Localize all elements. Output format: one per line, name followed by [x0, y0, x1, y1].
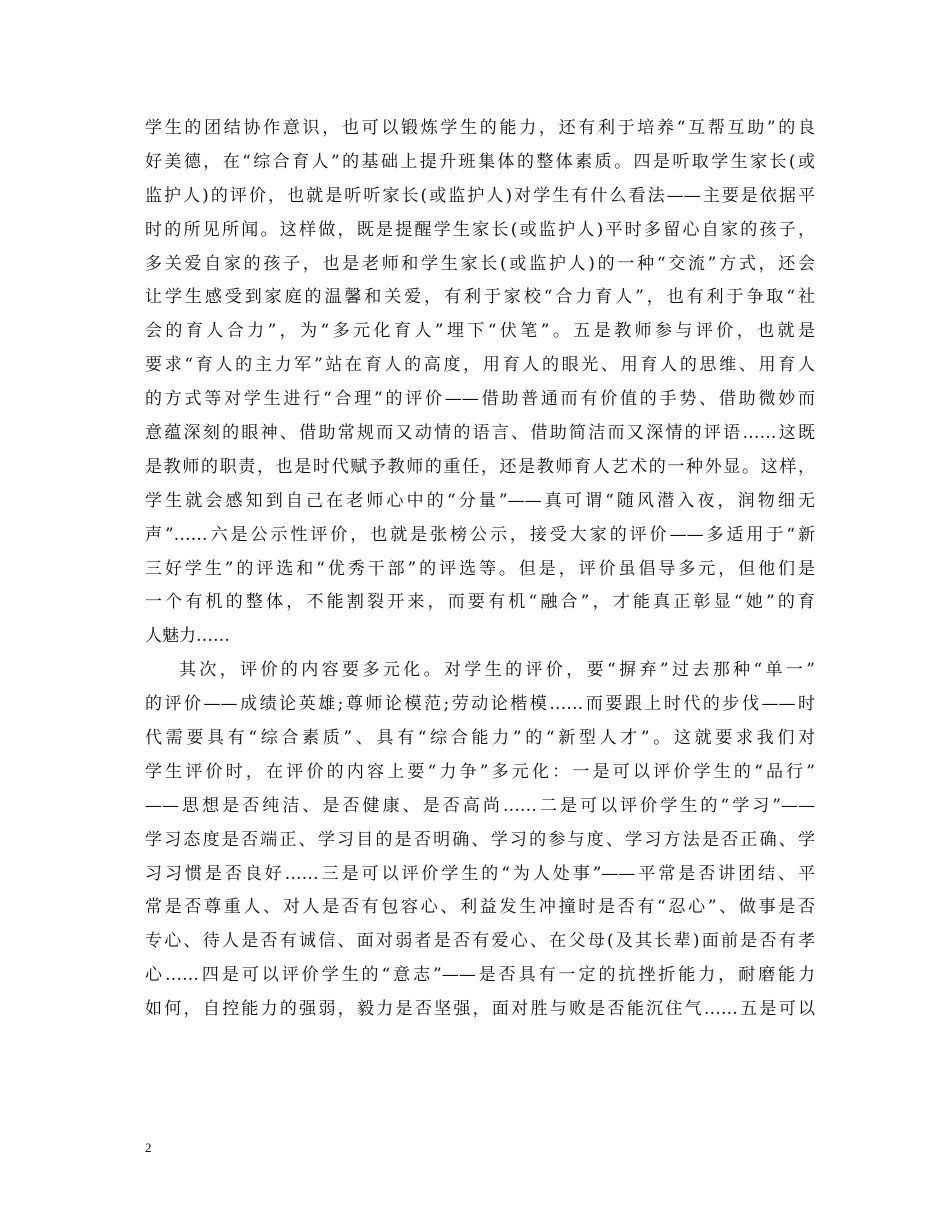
- text-line: 三好学生”的评选和“优秀干部”的评选等。但是，评价虽倡导多元，但他们是: [145, 558, 815, 579]
- text-line: 代需要具有“综合素质”、具有“综合能力”的“新型人才”。这就要求我们对: [145, 728, 815, 749]
- text-line: 好美德，在“综合育人”的基础上提升班集体的整体素质。四是听取学生家长(或: [145, 151, 815, 172]
- text-line: 人魅力……: [145, 626, 230, 647]
- text-line: 学习态度是否端正、学习目的是否明确、学习的参与度、学习方法是否正确、学: [145, 829, 815, 850]
- text-line: 其次，评价的内容要多元化。对学生的评价，要“摒弃”过去那种“单一”: [179, 660, 815, 681]
- text-line: 让学生感受到家庭的温馨和关爱，有利于家校“合力育人”，也有利于争取“社: [145, 287, 815, 308]
- text-line: 一个有机的整体，不能割裂开来，而要有机“融合”，才能真正彰显“她”的育: [145, 592, 815, 613]
- text-line: 学生就会感知到自己在老师心中的“分量”——真可谓“随风潜入夜，润物细无: [145, 490, 815, 511]
- text-line: 要求“育人的主力军”站在育人的高度，用育人的眼光、用育人的思维、用育人: [145, 355, 815, 376]
- text-line: 的方式等对学生进行“合理”的评价——借助普通而有价值的手势、借助微妙而: [145, 389, 815, 410]
- text-line: 意蕴深刻的眼神、借助常规而又动情的语言、借助简洁而又深情的评语……这既: [145, 423, 815, 444]
- text-line: 声”……六是公示性评价，也就是张榜公示，接受大家的评价——多适用于“新: [145, 524, 815, 545]
- text-line: 学生评价时，在评价的内容上要“力争”多元化：一是可以评价学生的“品行”: [145, 761, 815, 782]
- page-number: 2: [145, 1140, 152, 1155]
- text-line: 如何，自控能力的强弱，毅力是否坚强，面对胜与败是否能沉住气……五是可以: [145, 999, 815, 1020]
- paragraph-1: [145, 112, 815, 654]
- text-line: 监护人)的评价，也就是听听家长(或监护人)对学生有什么看法——主要是依据平: [145, 185, 815, 206]
- text-line: 的评价——成绩论英雄;尊师论模范;劳动论楷模……而要跟上时代的步伐——时: [145, 694, 815, 715]
- text-line: 多关爱自家的孩子，也是老师和学生家长(或监护人)的一种“交流”方式，还会: [145, 253, 815, 274]
- text-line: 时的所见所闻。这样做，既是提醒学生家长(或监护人)平时多留心自家的孩子，: [145, 219, 815, 240]
- text-line: 习习惯是否良好……三是可以评价学生的“为人处事”——平常是否讲团结、平: [145, 863, 815, 884]
- text-line: 心……四是可以评价学生的“意志”——是否具有一定的抗挫折能力，耐磨能力: [145, 965, 815, 986]
- text-line: 是教师的职责，也是时代赋予教师的重任，还是教师育人艺术的一种外显。这样，: [145, 456, 815, 477]
- body-text: [145, 112, 815, 1027]
- text-line: 专心、待人是否有诚信、面对弱者是否有爱心、在父母(及其长辈)面前是否有孝: [145, 931, 815, 952]
- text-line: 学生的团结协作意识，也可以锻炼学生的能力，还有利于培养“互帮互助”的良: [145, 118, 815, 138]
- text-line: 常是否尊重人、对人是否有包容心、利益发生冲撞时是否有“忍心”、做事是否: [145, 897, 815, 918]
- text-line: ——思想是否纯洁、是否健康、是否高尚……二是可以评价学生的“学习”——: [145, 795, 815, 816]
- paragraph-2: [145, 654, 815, 1027]
- text-line: 会的育人合力”，为“多元化育人”埋下“伏笔”。五是教师参与评价，也就是: [145, 321, 815, 342]
